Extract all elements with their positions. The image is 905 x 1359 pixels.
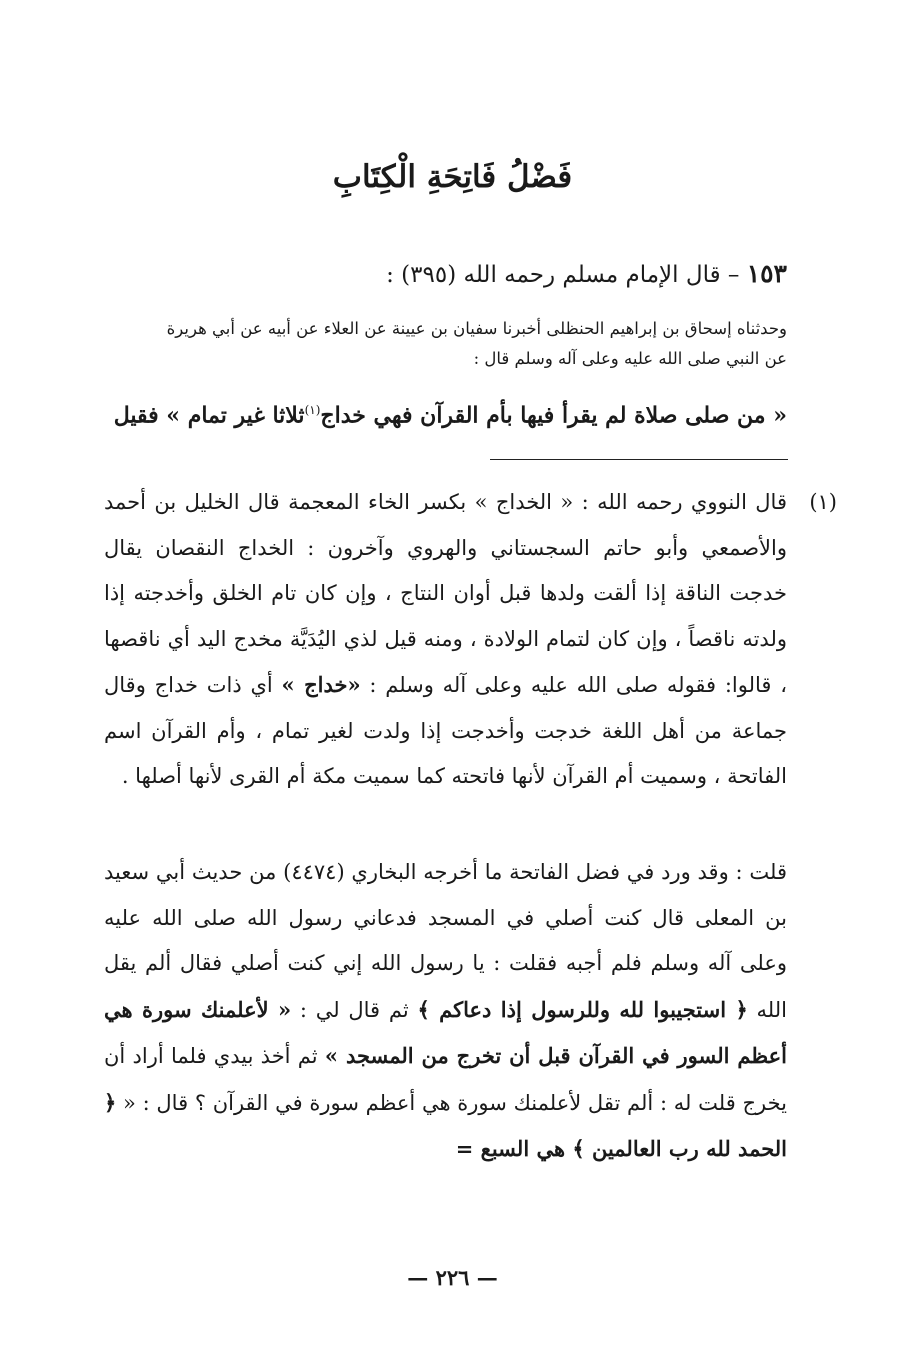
- footnote-bold-word: «خداج »: [281, 672, 361, 697]
- isnad-line-1: وحدثناه إسحاق بن إبراهيم الحنظلى أخبرنا سفيان بن عيينة عن العلاء عن أبيه عن أبي هريرة: [166, 319, 787, 338]
- quran-quote-2: ﴿ الحمد لله رب العالمين ﴾ هي السبع =: [104, 1089, 787, 1161]
- footnote-divider: [490, 459, 788, 460]
- matn-part-2: ثلاثا غير تمام » فقيل: [113, 402, 305, 429]
- hadith-intro-text: – قال الإمام مسلم رحمه الله (٣٩٥) :: [386, 262, 740, 288]
- hadith-number: ١٥٣: [746, 259, 787, 288]
- commentary-text-3: ثم أخذ بيدي فلما أراد أن يخرج قلت له : ألم تقل لأعلمنك سورة هي أعظم سورة في القرآن ؟ قال : «: [104, 1044, 788, 1115]
- commentary-paragraph: [104, 850, 787, 1173]
- hadith-matn: [97, 388, 787, 437]
- page-number: — ٢٢٦ —: [407, 1265, 498, 1290]
- footnote-text-2: أي ذات خداج وقال جماعة من أهل اللغة خدجت وأخدجت إذا ولدت لغير تمام ، وأم القرآن اسم الفاتحة ، وسميت أم القرآن لأنها فاتحته كما سميت مكة أم القرى لأنها أصلها .: [104, 673, 787, 788]
- hadith-isnad: [107, 314, 787, 374]
- hadith-quote: « لأعلمنك سورة هي أعظم السور في القرآن قبل أن تخرج من المسجد »: [104, 996, 787, 1068]
- commentary-text-2: ثم قال لي :: [299, 997, 409, 1022]
- isnad-line-2: عن النبي صلى الله عليه وعلى آله وسلم قال :: [473, 349, 787, 368]
- quran-quote-1: ﴿ استجيبوا لله وللرسول إذا دعاكم ﴾: [417, 996, 748, 1022]
- hadith-heading: [107, 254, 787, 295]
- commentary-text-1: قلت : وقد ورد في فضل الفاتحة ما أخرجه البخاري (٤٤٧٤) من حديث أبي سعيد بن المعلى قال كنت أصلي في المسجد فدعاني رسول الله صلى الله عليه وعلى آله وسلم فلم أجبه فقلت : يا رسول الله إني كنت أصلي فقال ألم يقل الله: [104, 860, 787, 1022]
- footnote-block: [104, 480, 837, 800]
- footnote-reference: (١): [304, 403, 321, 417]
- footnote-text-1: قال النووي رحمه الله : « الخداج » بكسر الخاء المعجمة قال الخليل بن أحمد والأصمعي وأبو حاتم السجستاني والهروي وآخرون : الخداج النقصان يقال خدجت الناقة إذا ألقت ولدها قبل أوان النتاج ، وإن كان تام الخلق وأخدجته إذا ولدته ناقصاً ، وإن كان لتمام الولادة ، ومنه قيل لذي اليُدَيَّة مخدج اليد أي ناقصها ، قالوا: فقوله صلى الله عليه وعلى آله وسلم :: [104, 490, 788, 697]
- chapter-title: فَضْلُ فَاتِحَةِ الْكِتَابِ: [332, 159, 573, 195]
- footnote-marker: (١): [809, 490, 837, 514]
- matn-part-1: « من صلى صلاة لم يقرأ فيها بأم القرآن فهي خداج: [320, 402, 787, 429]
